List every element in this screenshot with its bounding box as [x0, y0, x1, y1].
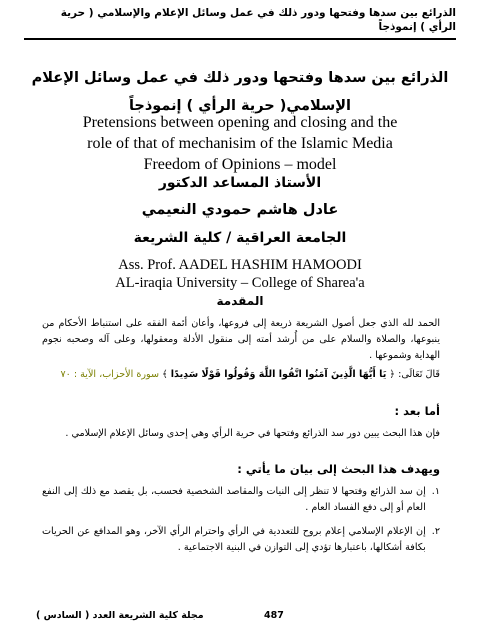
arabic-title-line-1: الذرائع بين سدها وفتحها ودور ذلك في عمل وسائل الإعلام: [31, 70, 449, 86]
introduction-paragraph: الحمد لله الذي جعل أصول الشريعة ذريعة إلى فروعها، وأعان أئمة الفقه على استنباط الأحكام من ينبوعها، والصلاة والسلام على من أُرشد أمته إلى منقول الأدلة ومعقولها، وعلى آله وصحبه نجوم الهداية وشموعها .: [42, 318, 440, 361]
list-item-text: إن سد الذرائع وفتحها لا تنظر إلى النيات والمقاصد الشخصية فحسب، بل يقصد مع ذلك إلى النفع العام أو إلى دفع الفساد العام .: [42, 486, 426, 513]
amma-baad-heading: أما بعد :: [394, 404, 440, 418]
list-item-text: إن الإعلام الإسلامي إعلام بروح للتعددية في الرأي واحترام الرأي الآخر، وهو المدافع عن الحريات بكافة أشكالها، باعتبارها تؤدي إلى التوازن في البنية الاجتماعية .: [42, 526, 426, 553]
list-item: [42, 484, 440, 516]
amma-baad-paragraph: فإن هذا البحث يبين دور سد الذرائع وفتحها في حرية الرأي وهي إحدى وسائل الإعلام الإسلامي .: [65, 428, 440, 439]
author-affiliation: الجامعة العراقية / كلية الشريعة: [133, 230, 347, 246]
running-header: الذرائع بين سدها وفتحها ودور ذلك في عمل وسائل الإعلام والإسلامي ( حرية الرأي ) إنموذجاً: [60, 7, 456, 33]
english-author-block: [20, 256, 460, 292]
page-number: 487: [264, 610, 284, 621]
list-item-number: ١.: [431, 486, 440, 497]
english-title-line-2: role of that of mechanisim of the Islamic Media: [87, 135, 393, 152]
verse-reference: سورة الأحزاب، الآية : ٧٠: [60, 369, 159, 380]
journal-name: مجلة كلية الشريعة العدد ( السادس ): [36, 610, 204, 621]
english-title-line-1: Pretensions between opening and closing and the: [82, 114, 398, 131]
english-author-affiliation: AL-iraqia University – College of Sharea'a: [115, 275, 365, 291]
author-name: عادل هاشم حمودي النعيمي: [141, 202, 339, 218]
aims-list: [42, 484, 440, 564]
verse-intro: قَالَ تَعَالَى: ﴿: [389, 369, 440, 380]
header-rule: [24, 38, 456, 40]
arabic-author-block: [20, 170, 460, 252]
list-item: [42, 524, 440, 556]
arabic-title-line-2: الإسلامي( حرية الرأي ) إنموذجاً: [128, 98, 352, 114]
list-item-number: ٢.: [431, 526, 440, 537]
introduction-heading: المقدمة: [216, 294, 264, 308]
author-rank: الأستاذ المساعد الدكتور: [158, 175, 322, 191]
english-title-line-3: Freedom of Opinions – model: [143, 156, 337, 173]
verse-text: يَا أَيُّهَا الَّذِينَ آمَنُوا اتَّقُوا اللَّهَ وَقُولُوا قَوْلًا سَدِيدًا: [170, 369, 387, 380]
aims-heading: ويهدف هذا البحث إلى بيان ما يأتي :: [237, 462, 440, 476]
english-title: [30, 112, 450, 175]
verse-close: ﴾: [162, 369, 168, 380]
english-author-name: Ass. Prof. AADEL HASHIM HAMOODI: [118, 257, 362, 273]
quran-verse-line: [42, 367, 440, 383]
